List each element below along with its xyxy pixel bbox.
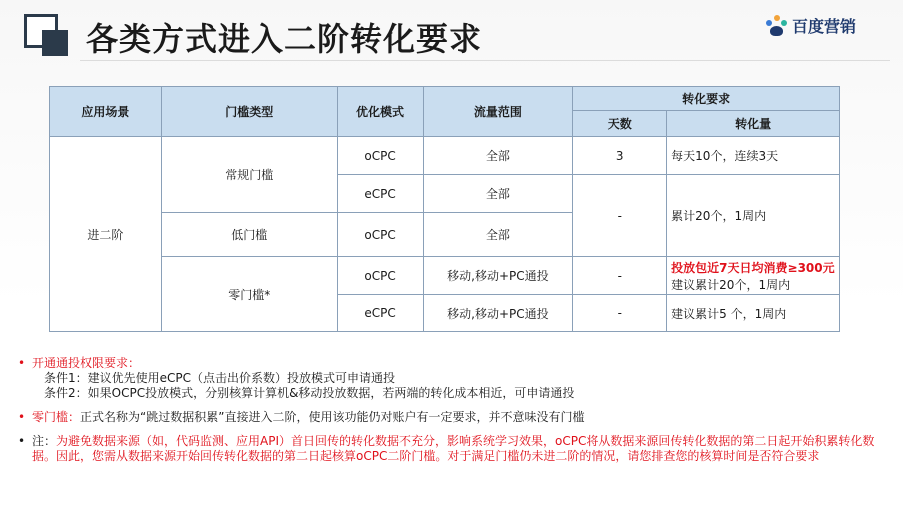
conversion-requirements-table — [49, 86, 840, 332]
row3-mode: oCPC — [337, 213, 423, 257]
row4-volume — [667, 257, 840, 295]
row4-mode: oCPC — [337, 257, 423, 295]
row4-volume-condition: 投放包近7天日均消费≥300元 — [671, 260, 835, 275]
note2-title: 零门槛： — [32, 410, 81, 424]
header-threshold: 门槛类型 — [161, 87, 337, 137]
bullet: • — [18, 434, 26, 448]
group-regular: 常规门槛 — [161, 137, 337, 213]
baidu-logo-icon — [766, 15, 788, 37]
header-scene: 应用场景 — [50, 87, 162, 137]
note1-condition1: 条件1：建议优先使用eCPC（点击出价系数）投放模式可申请通投 — [44, 371, 396, 385]
row4-traffic: 移动,移动+PC通投 — [423, 257, 573, 295]
row5-days: - — [573, 295, 667, 332]
logo-text: 百度营销 — [792, 17, 857, 36]
note2-text: 正式名称为“跳过数据积累”直接进入二阶，使用该功能仍对账户有一定要求，并不意味没有门槛 — [80, 410, 585, 424]
note-remark — [18, 434, 888, 464]
note-general-access — [18, 356, 888, 401]
row1-mode: oCPC — [337, 137, 423, 175]
row5-volume: 建议累计5 个，1周内 — [667, 295, 840, 332]
row3-traffic: 全部 — [423, 213, 573, 257]
row1-days: 3 — [573, 137, 667, 175]
row1-traffic: 全部 — [423, 137, 573, 175]
bullet: • — [18, 356, 26, 370]
merged-volume: 累计20个，1周内 — [667, 175, 840, 257]
row1-volume: 每天10个，连续3天 — [667, 137, 840, 175]
group-low: 低门槛 — [161, 213, 337, 257]
title-divider — [80, 60, 890, 61]
page-title: 各类方式进入二阶转化要求 — [86, 20, 483, 58]
row2-mode: eCPC — [337, 175, 423, 213]
header-mode: 优化模式 — [337, 87, 423, 137]
row5-mode: eCPC — [337, 295, 423, 332]
header-days: 天数 — [573, 111, 667, 137]
header-volume: 转化量 — [667, 111, 840, 137]
header-requirement: 转化要求 — [573, 87, 840, 111]
decorative-square-filled — [42, 30, 68, 56]
notes-section — [18, 356, 888, 473]
note1-title: 开通通投权限要求： — [32, 356, 141, 370]
note3-prefix: 注： — [32, 434, 57, 448]
note-zero-threshold — [18, 410, 888, 425]
baidu-marketing-logo — [766, 14, 856, 37]
merged-days: - — [573, 175, 667, 257]
scene-cell: 进二阶 — [50, 137, 162, 332]
row5-traffic: 移动,移动+PC通投 — [423, 295, 573, 332]
row4-days: - — [573, 257, 667, 295]
row2-traffic: 全部 — [423, 175, 573, 213]
group-zero: 零门槛* — [161, 257, 337, 332]
note3-text: 为避免数据来源（如，代码监测、应用API）首日回传的转化数据不充分，影响系统学习效果，oCPC将从数据来源回传转化数据的第二日起开始积累转化数据。因此，您需从数据来源开始回传转化数据的第二日起核算oCPC二阶门槛。对于满足门槛仍未进二阶的情况，请您排查您的核算时间是否符合要求 — [32, 434, 875, 463]
bullet: • — [18, 410, 26, 424]
row4-volume-text: 建议累计20个，1周内 — [671, 277, 791, 292]
header-traffic: 流量范围 — [423, 87, 573, 137]
note1-condition2: 条件2：如果OCPC投放模式，分别核算计算机&移动投放数据，若两端的转化成本相近，可申请通投 — [44, 386, 575, 400]
